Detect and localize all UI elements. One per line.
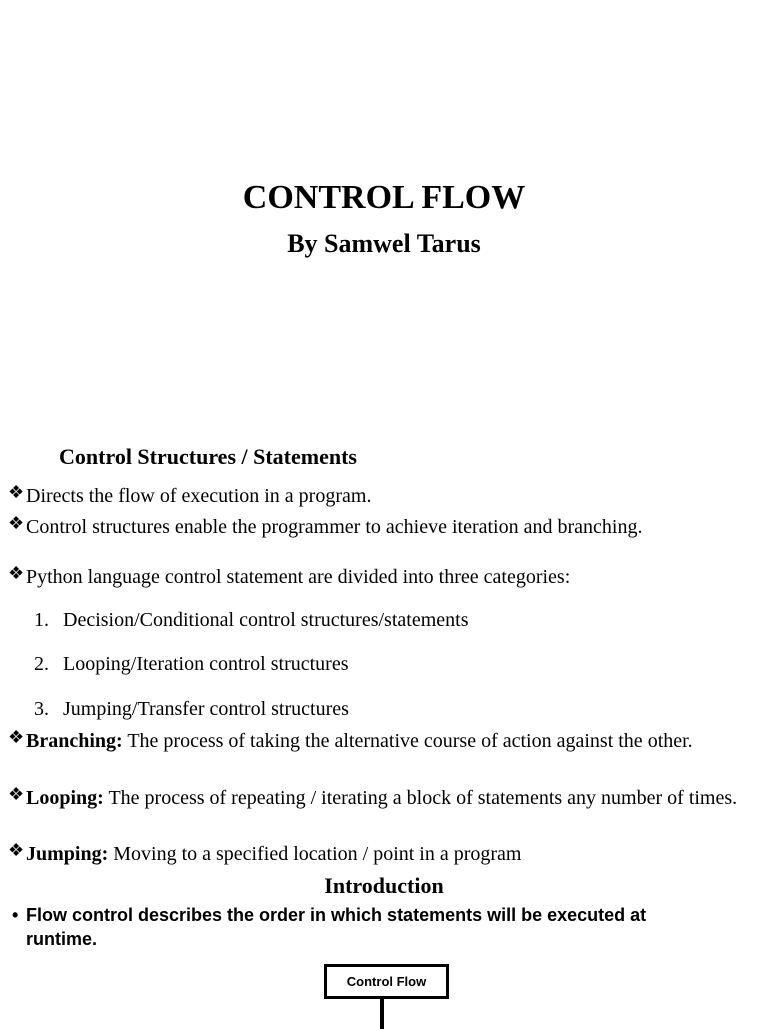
bullet-text: Flow control describes the order in which statements will be executed at runtime.: [26, 905, 647, 949]
intro-heading: Introduction: [324, 873, 444, 898]
list-item: [12, 903, 712, 951]
definition-looping: [8, 786, 748, 810]
definition-text: Moving to a specified location / point in a program: [108, 843, 522, 865]
round-bullet-icon: •: [12, 905, 19, 925]
bullet-text: Control structures enable the programmer to achieve iteration and branching.: [26, 516, 643, 538]
numbered-item: [34, 652, 348, 676]
diamond-bullet-icon: ❖: [8, 482, 25, 502]
definition-text: The process of taking the alternative course of action against the other.: [122, 730, 693, 752]
bullet-text: Python language control statement are divided into three categories:: [26, 566, 571, 588]
definition-text: The process of repeating / iterating a block of statements any number of times.: [103, 787, 738, 809]
diamond-bullet-icon: ❖: [8, 727, 25, 747]
numbered-item: [34, 697, 349, 721]
diagram-node-control-flow: Control Flow: [324, 964, 449, 999]
slide-title: CONTROL FLOW: [242, 179, 526, 216]
bullet-text: Directs the flow of execution in a program.: [26, 485, 372, 507]
definition-term: Branching:: [26, 730, 123, 752]
item-text: Looping/Iteration control structures: [63, 653, 349, 675]
diagram-connector: [380, 999, 384, 1029]
numbered-item: [34, 608, 468, 632]
item-text: Decision/Conditional control structures/statements: [63, 609, 469, 631]
list-item: [8, 515, 748, 539]
diamond-bullet-icon: ❖: [8, 784, 25, 804]
diamond-bullet-icon: ❖: [8, 513, 25, 533]
list-item: [8, 565, 748, 589]
slide-author: By Samwel Tarus: [287, 229, 481, 258]
item-number: 2.: [34, 653, 49, 675]
definition-branching: [8, 729, 748, 753]
definition-jumping: [8, 842, 748, 866]
item-number: 3.: [34, 698, 49, 720]
item-number: 1.: [34, 609, 49, 631]
diamond-bullet-icon: ❖: [8, 840, 25, 860]
list-item: [8, 484, 748, 508]
definition-term: Looping:: [26, 787, 104, 809]
section-heading: Control Structures / Statements: [59, 444, 357, 469]
definition-term: Jumping:: [26, 843, 109, 865]
item-text: Jumping/Transfer control structures: [63, 698, 349, 720]
diamond-bullet-icon: ❖: [8, 563, 25, 583]
